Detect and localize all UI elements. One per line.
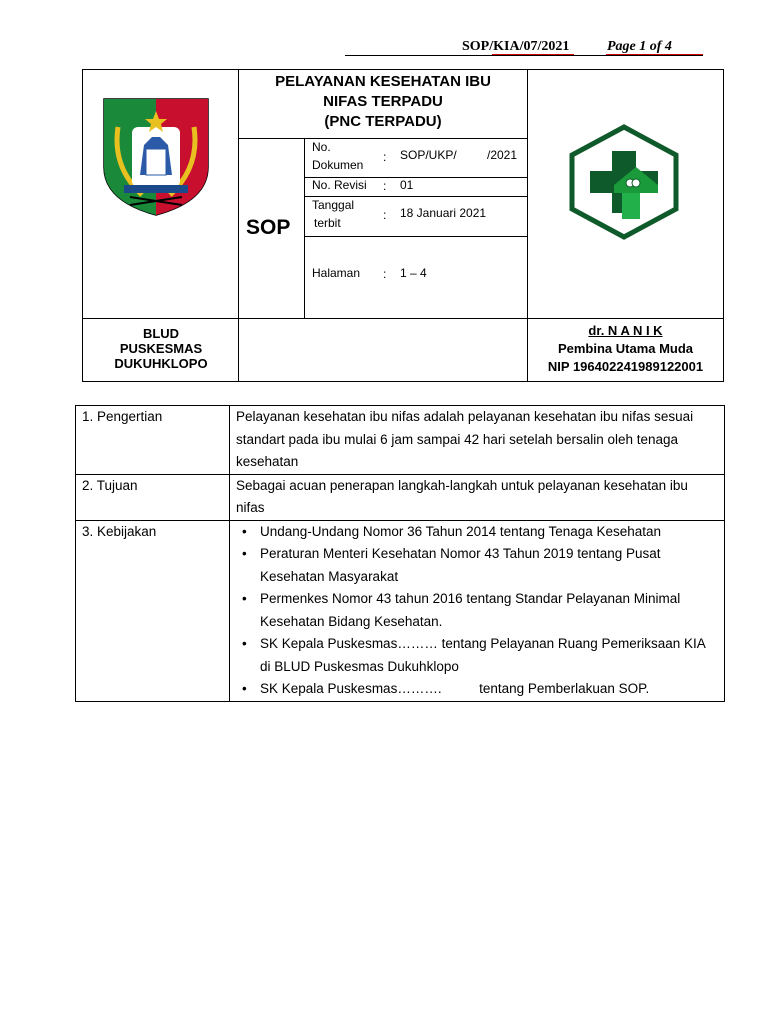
section-text: Sebagai acuan penerapan langkah-langkah untuk pelayanan kesehatan ibu nifas [230, 474, 725, 520]
signatory-nip: NIP 196402241989122001 [547, 359, 704, 374]
table-row [76, 474, 725, 520]
list-item: • SK Kepala Puskesmas……… tentang Pelayanan Ruang Pemeriksaan KIA di BLUD Puskesmas Dukuhklopo [260, 633, 718, 678]
list-item: • SK Kepala Puskesmas………. tentang Pemberlakuan SOP. [260, 678, 718, 701]
red-underline-page [606, 54, 703, 55]
list-item: • Peraturan Menteri Kesehatan Nomor 43 Tahun 2019 tentang Pusat Kesehatan Masyarakat [260, 543, 718, 588]
puskesmas-cross-logo-icon [564, 121, 684, 243]
tanggal-terbit-label: Tanggal terbit [312, 198, 355, 230]
table-row [76, 406, 725, 475]
red-underline-ref [492, 54, 574, 55]
table-row [76, 520, 725, 701]
no-revisi-value: 01 [400, 178, 414, 192]
list-item: • Undang-Undang Nomor 36 Tahun 2014 tentang Tenaga Kesehatan [260, 521, 718, 544]
no-dokumen-label: No. Dokumen [312, 140, 364, 172]
section-label: 2. Tujuan [76, 474, 230, 520]
document-title [239, 72, 527, 132]
signatory-name: dr. N A N I K [588, 323, 663, 338]
organization-name: BLUD PUSKESMAS DUKUHKLOPO [114, 326, 208, 371]
no-dokumen-value-a: SOP/UKP/ [400, 148, 457, 162]
signatory-block [528, 322, 723, 376]
list-item: • Permenkes Nomor 43 tahun 2016 tentang Standar Pelayanan Minimal Kesehatan Bidang Kesehatan. [260, 588, 718, 633]
halaman-label: Halaman [312, 266, 361, 280]
section-label: 3. Kebijakan [76, 520, 230, 701]
section-label: 1. Pengertian [76, 406, 230, 475]
header-underline [345, 55, 703, 56]
title-line-1: PELAYANAN KESEHATAN IBU [275, 73, 491, 90]
signatory-rank: Pembina Utama Muda [557, 341, 694, 356]
section-list-cell [230, 520, 725, 701]
section-text: Pelayanan kesehatan ibu nifas adalah pelayanan kesehatan ibu nifas sesuai standart pada ibu mulai 6 jam sampai 42 hari setelah bersalin oleh tenaga kesehatan [230, 406, 725, 475]
halaman-value: 1 – 4 [400, 266, 427, 280]
page-indicator: Page 1 of 4 [607, 39, 672, 54]
title-line-2: NIFAS TERPADU [323, 93, 443, 110]
regency-emblem-icon [102, 97, 210, 217]
document-reference: SOP/KIA/07/2021 [462, 39, 570, 54]
title-line-3: (PNC TERPADU) [324, 113, 442, 130]
no-dokumen-value-b: /2021 [487, 148, 518, 162]
sop-content-table [75, 405, 725, 702]
tanggal-terbit-value: 18 Januari 2021 [400, 206, 487, 220]
sop-label: SOP [246, 216, 291, 239]
policy-list [236, 521, 718, 701]
no-revisi-label: No. Revisi [312, 178, 367, 192]
